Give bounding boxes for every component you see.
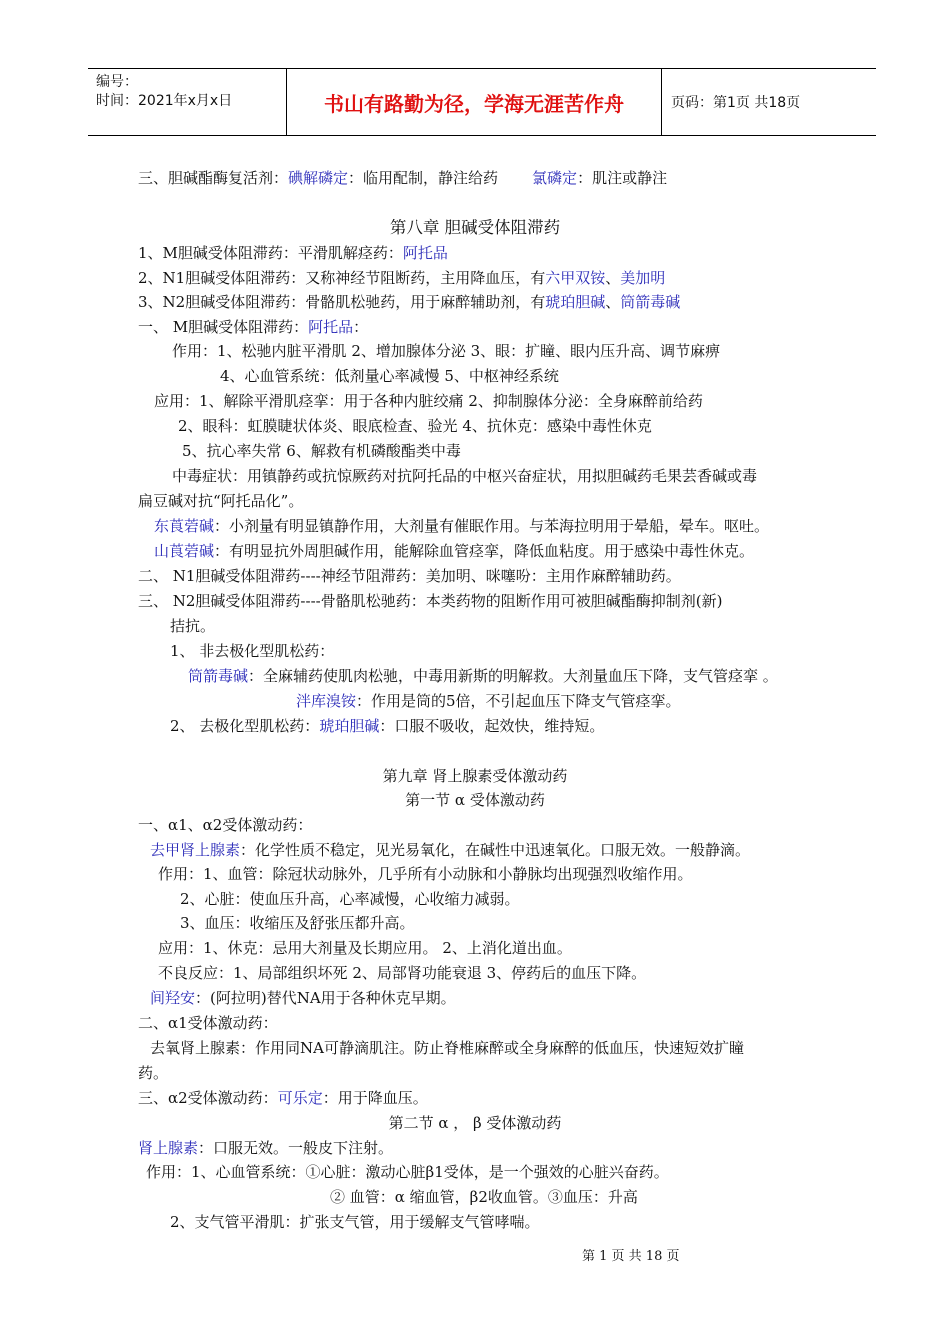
text-line: 应用：1、休克：忌用大剂量及长期应用。 2、上消化道出血。 [158, 939, 572, 957]
drug-name: 美加明 [620, 269, 666, 287]
text-line: 去氧肾上腺素：作用同NA可静滴肌注。防止脊椎麻醉或全身麻醉的低血压，快速短效扩瞳 [150, 1039, 744, 1057]
header-motto: 书山有路勤为径，学海无涯苦作舟 [286, 69, 662, 135]
drug-name: 间羟安 [150, 989, 196, 1007]
text-line: 筒箭毒碱：全麻辅药使肌肉松驰，中毒用新斯的明解救。大剂量血压下降，支气管痉挛 。 [188, 667, 778, 685]
text-line: 东莨菪碱：小剂量有明显镇静作用，大剂量有催眠作用。与苯海拉明用于晕船，晕车。呕吐。 [154, 517, 770, 535]
text-line: 4、心血管系统：低剂量心率减慢 5、中枢神经系统 [220, 367, 559, 385]
text-line: 2、支气管平滑肌：扩张支气管，用于缓解支气管哮喘。 [170, 1213, 540, 1231]
text-line: 作用：1、血管：除冠状动脉外，几乎所有小动脉和小静脉均出现强烈收缩作用。 [158, 865, 693, 883]
drug-name: 筒箭毒碱 [188, 667, 249, 685]
section-heading: 一、α1、α2受体激动药： [138, 816, 313, 834]
drug-name: 六甲双铵 [545, 269, 606, 287]
text-line: 3、血压：收缩压及舒张压都升高。 [180, 914, 415, 932]
text-line: 泮库溴铵：作用是筒的5倍，不引起血压下降支气管痉挛。 [296, 692, 681, 710]
text-line: 3、N2胆碱受体阻滞药：骨骼肌松驰药，用于麻醉辅助剂，有琥珀胆碱、筒箭毒碱 [138, 293, 681, 311]
drug-name: 东莨菪碱 [154, 517, 215, 535]
section-heading: 一、 M胆碱受体阻滞药：阿托品： [138, 318, 369, 336]
drug-name: 琥珀胆碱 [545, 293, 606, 311]
text-line: 作用：1、心血管系统：①心脏：激动心脏β1受体，是一个强效的心脏兴奋药。 [146, 1163, 669, 1181]
number-label: 编号： [96, 74, 138, 90]
drug-name: 阿托品 [402, 244, 448, 262]
text-line: ② 血管：α 缩血管，β2收血管。③血压：升高 [330, 1188, 638, 1206]
page-footer: 第 1 页 共 18 页 [582, 1249, 680, 1264]
text-line: 应用：1、解除平滑肌痉挛：用于各种内脏绞痛 2、抑制腺体分泌：全身麻醉前给药 [154, 392, 703, 410]
drug-name: 氯磷定 [532, 169, 578, 187]
text-line: 1、M胆碱受体阻滞药：平滑肌解痉药：阿托品 [138, 244, 448, 262]
section-heading: 三、α2受体激动药：可乐定：用于降血压。 [138, 1089, 428, 1107]
text-line: 间羟安：(阿拉明)替代NA用于各种休克早期。 [150, 989, 456, 1007]
chapter-title: 第八章 胆碱受体阻滞药 [389, 218, 561, 237]
drug-name: 阿托品 [308, 318, 354, 336]
drug-name: 可乐定 [277, 1089, 323, 1107]
text-line: 扁豆碱对抗“阿托品化”。 [138, 492, 304, 510]
text-line: 肾上腺素：口服无效。一般皮下注射。 [138, 1139, 394, 1157]
drug-name: 泮库溴铵 [296, 692, 357, 710]
drug-name: 碘解磷定 [288, 169, 349, 187]
text-line: 中毒症状：用镇静药或抗惊厥药对抗阿托品的中枢兴奋症状，用拟胆碱药毛果芸香碱或毒 [172, 467, 758, 485]
text-line: 药。 [138, 1064, 169, 1082]
section-heading: 二、α1受体激动药： [138, 1014, 278, 1032]
text-line: 5、抗心率失常 6、解救有机磷酸酯类中毒 [182, 442, 461, 460]
text-line: 去甲肾上腺素：化学性质不稳定，见光易氧化，在碱性中迅速氧化。口服无效。一般静滴。 [150, 841, 751, 859]
drug-name: 去甲肾上腺素 [150, 841, 241, 859]
text-line: 2、心脏：使血压升高，心率减慢，心收缩力减弱。 [180, 890, 520, 908]
header-meta [88, 69, 286, 135]
text-line: 不良反应：1、局部组织坏死 2、局部肾功能衰退 3、停药后的血压下降。 [158, 964, 647, 982]
drug-name: 琥珀胆碱 [319, 717, 380, 735]
text-line: 山莨菪碱：有明显抗外周胆碱作用，能解除血管痉挛，降低血粘度。用于感染中毒性休克。 [154, 542, 755, 560]
drug-name: 肾上腺素 [138, 1139, 199, 1157]
page-header [88, 68, 876, 136]
text-line: 2、N1胆碱受体阻滞药：又称神经节阻断药，主用降血压，有六甲双铵、美加明 [138, 269, 666, 287]
section-heading: 三、 N2胆碱受体阻滞药----骨骼肌松驰药：本类药物的阻断作用可被胆碱酯酶抑制剂(新) [138, 592, 723, 610]
text-line: 2、 去极化型肌松药：琥珀胆碱：口服不吸收，起效快，维持短。 [170, 717, 605, 735]
section-title: 第二节 α ， β 受体激动药 [388, 1114, 562, 1132]
text-line: 作用：1、松驰内脏平滑肌 2、增加腺体分泌 3、眼：扩瞳、眼内压升高、调节麻痹 [172, 342, 721, 360]
text-line: 三、胆碱酯酶复活剂：碘解磷定：临用配制，静注给药 氯磷定：肌注或静注 [138, 169, 668, 187]
drug-name: 筒箭毒碱 [620, 293, 681, 311]
text-line: 1、 非去极化型肌松药： [170, 642, 335, 660]
section-title: 第一节 α 受体激动药 [405, 791, 545, 809]
drug-name: 山莨菪碱 [154, 542, 215, 560]
time-label: 时间：2021年x月x日 [96, 93, 233, 109]
section-heading: 二、 N1胆碱受体阻滞药----神经节阻滞药：美加明、咪噻吩：主用作麻醉辅助药。 [138, 567, 681, 585]
chapter-title: 第九章 肾上腺素受体激动药 [382, 767, 568, 785]
text-line: 拮抗。 [170, 617, 216, 635]
text-line: 2、眼科：虹膜睫状体炎、眼底检查、验光 4、抗休克：感染中毒性休克 [178, 417, 652, 435]
header-page-label: 页码：第1页 共18页 [671, 95, 801, 111]
